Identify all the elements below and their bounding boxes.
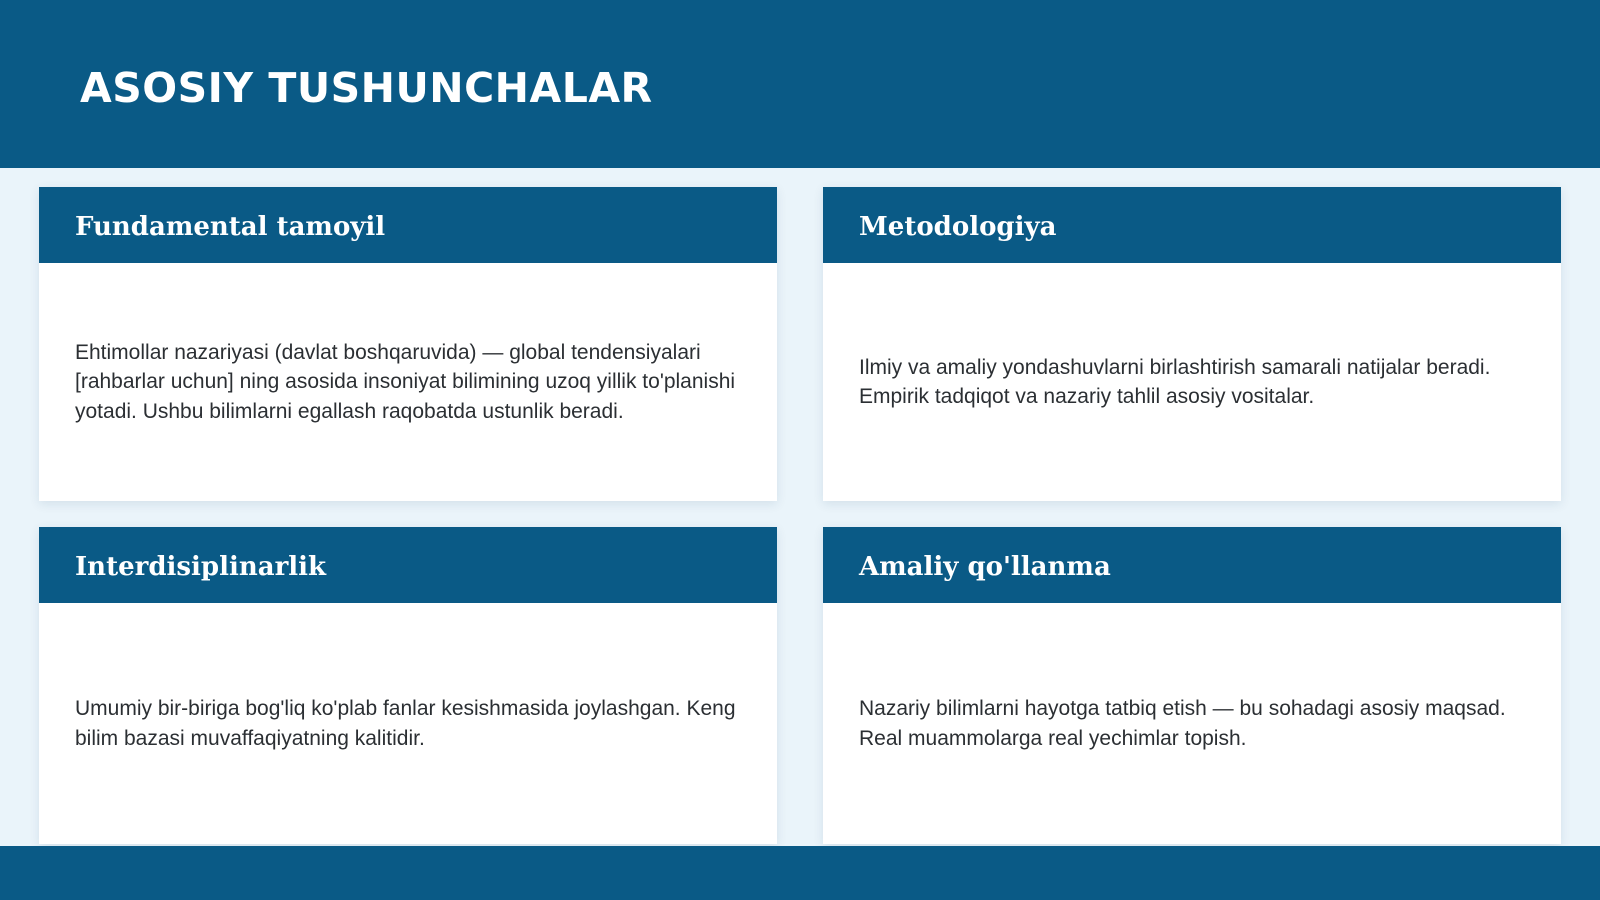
card-interdisiplinarlik: [39, 527, 777, 844]
card-header: [39, 187, 777, 263]
card-text: Umumiy bir-biriga bog'liq ko'plab fanlar kesishmasida joylashgan. Keng bilim bazasi muvaffaqiyatning kalitidir.: [75, 697, 736, 750]
card-amaliy-qollanma: [823, 527, 1561, 844]
card-text: Ilmiy va amaliy yondashuvlarni birlashtirish samarali natijalar beradi. Empirik tadqiqot va nazariy tahlil asosiy vositalar.: [859, 355, 1491, 408]
card-fundamental-tamoyil: [39, 187, 777, 501]
card-text: Ehtimollar nazariyasi (davlat boshqaruvida) — global tendensiyalari [rahbarlar uchun] ning asosida insoniyat bilimining uzoq yillik to'planishi yotadi. Ushbu bilimlarni egallash raqobatda ustunlik beradi.: [75, 340, 736, 423]
card-header: [823, 187, 1561, 263]
card-text: Nazariy bilimlarni hayotga tatbiq etish — bu sohadagi asosiy maqsad. Real muammolarga real yechimlar topish.: [859, 697, 1506, 750]
card-title: Interdisiplinarlik: [75, 552, 327, 582]
card-body: [859, 603, 1525, 844]
slide-footer: [0, 846, 1600, 900]
card-title: Metodologiya: [859, 212, 1057, 242]
card-body: [75, 603, 741, 844]
slide-title: ASOSIY TUSHUNCHALAR: [80, 64, 653, 112]
card-header: [823, 527, 1561, 603]
card-title: Amaliy qo'llanma: [859, 552, 1111, 582]
slide-header: [0, 0, 1600, 168]
card-header: [39, 527, 777, 603]
card-title: Fundamental tamoyil: [75, 212, 386, 242]
card-body: [859, 263, 1525, 501]
card-metodologiya: [823, 187, 1561, 501]
card-body: [75, 263, 741, 501]
